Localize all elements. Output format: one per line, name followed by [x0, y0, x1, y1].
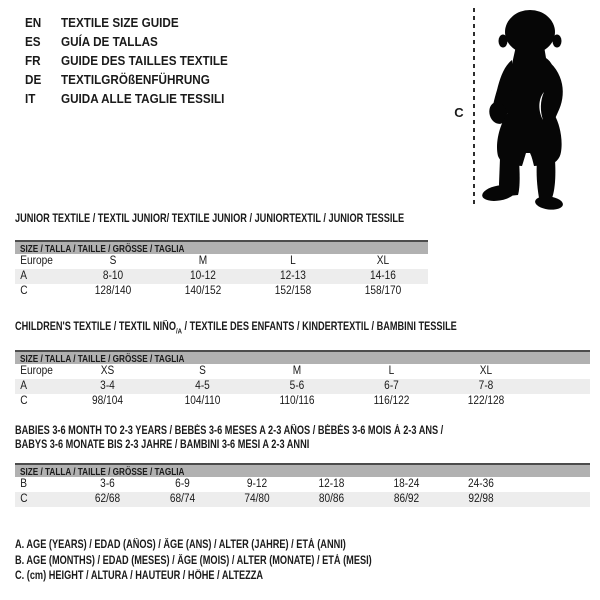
- size-cell: 24-36: [468, 478, 494, 490]
- table-row: [15, 284, 428, 299]
- filler-cell: [536, 364, 586, 379]
- size-cell: 110/116: [279, 395, 315, 408]
- legend: [15, 538, 461, 585]
- size-cell: 5-6: [289, 380, 305, 393]
- legend-line-a: A. AGE (YEARS) / EDAD (AÑOS) / ÂGE (ANS) / ALTER (JAHRE) / ETÀ (ANNI): [15, 539, 346, 551]
- table-row: [15, 394, 590, 409]
- language-label: GUIDA ALLE TAGLIE TESSILI: [61, 91, 225, 106]
- row-label: Europe: [20, 365, 53, 378]
- size-cell: 6-7: [384, 380, 399, 393]
- filler-cell: [522, 477, 585, 492]
- filler-cell: [536, 379, 586, 394]
- size-cell: 12-18: [318, 478, 345, 490]
- table-row: [15, 492, 590, 507]
- row-label: Europe: [20, 255, 53, 267]
- size-cell: XL: [479, 365, 493, 378]
- size-cell: 80/86: [318, 493, 345, 505]
- language-code: ES: [25, 34, 41, 49]
- size-header-band: SIZE / TALLA / TAILLE / GRÖSSE / TAGLIA: [15, 350, 590, 364]
- size-cell: 9-12: [246, 478, 268, 490]
- size-cell: 152/158: [274, 285, 312, 297]
- size-cell: 74/80: [244, 493, 270, 505]
- size-cell: 116/122: [373, 395, 410, 408]
- size-cell: 6-9: [175, 478, 190, 490]
- size-cell: 4-5: [195, 380, 210, 393]
- junior-size-table: [15, 212, 428, 299]
- size-cell: 62/68: [94, 493, 121, 505]
- language-code: FR: [25, 53, 41, 68]
- language-row: [25, 89, 246, 108]
- language-row: [25, 70, 246, 89]
- size-cell: 14-16: [370, 270, 396, 282]
- size-cell: 68/74: [169, 493, 196, 505]
- size-cell: S: [109, 255, 117, 267]
- size-cell: L: [290, 255, 296, 267]
- size-cell: 128/140: [94, 285, 132, 297]
- size-cell: 158/170: [364, 285, 402, 297]
- filler-cell: [522, 492, 585, 507]
- size-cell: 92/98: [468, 493, 494, 505]
- row-label: B: [20, 478, 28, 490]
- table-row: [15, 269, 428, 284]
- size-header-band: SIZE / TALLA / TAILLE / GRÖSSE / TAGLIA: [15, 240, 428, 254]
- size-cell: 122/128: [467, 395, 505, 408]
- legend-line-b: B. AGE (MONTHS) / EDAD (MESES) / ÂGE (MOIS) / ALTER (MONATE) / ETÀ (MESI): [15, 554, 372, 567]
- size-cell: S: [199, 365, 206, 378]
- size-cell: L: [388, 365, 395, 378]
- babies-table-title-line1: BABIES 3-6 MONTH TO 2-3 YEARS / BEBÉS 3-6 MESES A 2-3 AÑOS / BÉBÉS 3-6 MOIS À 2-3 ANS /: [15, 425, 444, 437]
- language-row: [25, 13, 246, 32]
- size-cell: M: [198, 255, 208, 267]
- baby-silhouette-image: [482, 8, 582, 212]
- size-cell: XS: [100, 365, 115, 378]
- language-row: [25, 51, 246, 70]
- size-cell: 7-8: [478, 380, 494, 393]
- height-measure-label: C: [454, 105, 464, 120]
- row-label: A: [20, 380, 28, 393]
- table-row: [15, 477, 590, 492]
- size-cell: M: [292, 365, 302, 378]
- language-code: IT: [25, 91, 36, 106]
- height-measure-dashed-line: [473, 8, 475, 205]
- size-cell: 140/152: [184, 285, 222, 297]
- size-cell: XL: [376, 255, 390, 267]
- row-label: C: [20, 395, 28, 408]
- table-row: [15, 254, 428, 269]
- row-label: C: [20, 493, 28, 505]
- size-cell: 8-10: [102, 270, 124, 282]
- babies-size-table: [15, 424, 590, 507]
- language-label: GUÍA DE TALLAS: [61, 34, 158, 49]
- junior-table-title: JUNIOR TEXTILE / TEXTIL JUNIOR/ TEXTILE JUNIOR / JUNIORTEXTIL / JUNIOR TESSILE: [15, 213, 405, 225]
- table-row: [15, 379, 590, 394]
- children-table-title: CHILDREN'S TEXTILE / TEXTIL $NIÑO_{/A}$ / TEXTILE DES ENFANTS / KINDERTEXTIL / BAMBINI TESSILE: [15, 321, 457, 336]
- language-code: EN: [25, 15, 42, 30]
- size-cell: 98/104: [92, 395, 123, 408]
- legend-line-c: C. (cm) HEIGHT / ALTURA / HAUTEUR / HÖHE / ALTEZZA: [15, 570, 264, 582]
- language-list: [25, 13, 246, 108]
- table-row: [15, 364, 590, 379]
- children-size-table: [15, 320, 590, 409]
- babies-table-title-line2: BABYS 3-6 MONATE BIS 2-3 JAHRE / BAMBINI 3-6 MESI A 2-3 ANNI: [15, 439, 310, 451]
- size-cell: 3-6: [100, 478, 115, 490]
- size-cell: 3-4: [100, 380, 115, 393]
- language-code: DE: [25, 72, 42, 87]
- size-cell: 18-24: [393, 478, 420, 490]
- language-label: TEXTILE SIZE GUIDE: [61, 15, 179, 30]
- language-label: TEXTILGRÖßENFÜHRUNG: [61, 72, 210, 87]
- size-cell: 104/110: [184, 395, 221, 408]
- size-header-band: SIZE / TALLA / TAILLE / GRÖSSE / TAGLIA: [15, 463, 590, 477]
- language-row: [25, 32, 246, 51]
- size-cell: 10-12: [190, 270, 216, 282]
- filler-cell: [536, 394, 586, 409]
- language-label: GUIDE DES TAILLES TEXTILE: [61, 53, 228, 68]
- size-cell: 86/92: [393, 493, 420, 505]
- row-label: A: [20, 270, 28, 282]
- row-label: C: [20, 285, 28, 297]
- size-cell: 12-13: [280, 270, 306, 282]
